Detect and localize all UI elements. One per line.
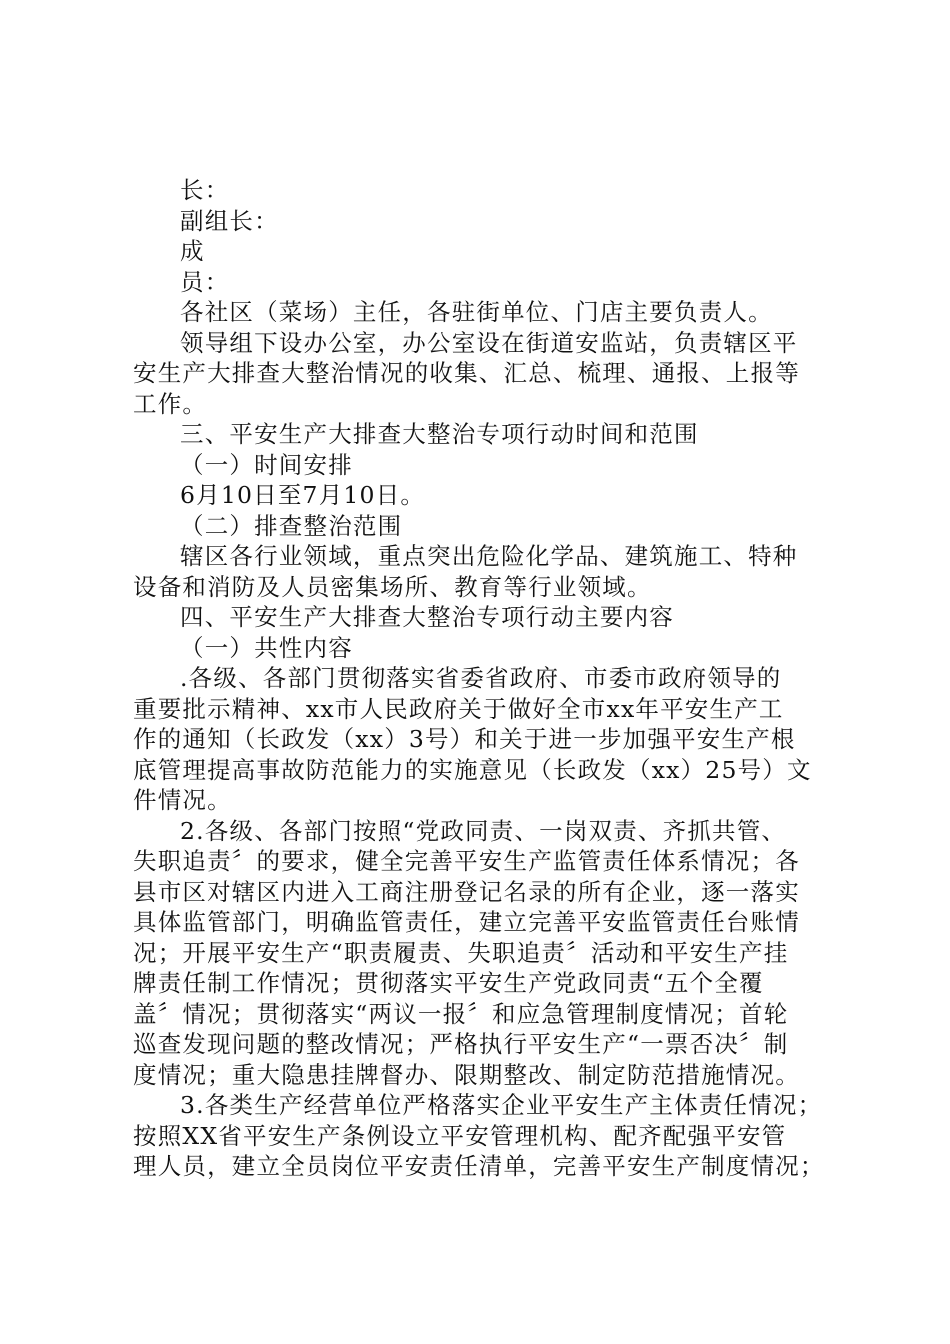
- text-line: 具体监管部门，明确监管责任，建立完善平安监管责任台账情: [133, 908, 800, 936]
- text-line: 长：: [180, 176, 230, 204]
- text-line: 件情况。: [133, 786, 232, 814]
- text-line: 员：: [180, 267, 230, 296]
- text-line: 巡查发现问题的整改情况；严格执行平安生产“一票否决〞制: [133, 1030, 789, 1058]
- text-line: 安生产大排查大整治情况的收集、汇总、梳理、通报、上报等: [133, 359, 800, 387]
- text-line: （一）时间安排: [180, 450, 353, 479]
- text-line: 失职追责〞的要求，健全完善平安生产监管责任体系情况；各: [133, 847, 800, 875]
- text-line: 3.各类生产经营单位严格落实企业平安生产主体责任情况；: [180, 1091, 823, 1119]
- text-line: 设备和消防及人员密集场所、教育等行业领域。: [133, 572, 652, 601]
- text-line: 度情况；重大隐患挂牌督办、限期整改、制定防范措施情况。: [133, 1060, 800, 1089]
- text-line: 2.各级、各部门按照“党政同责、一岗双责、齐抓共管、: [180, 816, 787, 845]
- text-line: 重要批示精神、xx市人民政府关于做好全市xx年平安生产工: [133, 694, 784, 723]
- text-line: 作的通知（长政发（xx）3号）和关于进一步加强平安生产根: [133, 725, 796, 753]
- text-line: （二）排查整治范围: [180, 511, 403, 540]
- text-line: 理人员，建立全员岗位平安责任清单，完善平安生产制度情况；: [133, 1152, 825, 1180]
- text-line: （一）共性内容: [180, 633, 353, 662]
- text-line: 况；开展平安生产“职责履责、失职追责〞活动和平安生产挂: [133, 938, 789, 967]
- text-line: 成: [180, 237, 205, 265]
- text-line: 牌责任制工作情况；贯彻落实平安生产党政同责“五个全覆: [133, 969, 764, 997]
- text-line: 底管理提高事故防范能力的实施意见（长政发（xx）25号）文: [133, 755, 812, 784]
- text-line: 领导组下设办公室，办公室设在街道安监站，负责辖区平: [180, 328, 798, 357]
- text-line: 工作。: [133, 389, 208, 418]
- text-line: 按照XX省平安生产条例设立平安管理机构、配齐配强平安管: [133, 1121, 787, 1150]
- document-body: [133, 175, 823, 1182]
- text-line: 县市区对辖区内进入工商注册登记名录的所有企业，逐一落实: [133, 877, 800, 906]
- text-line: 辖区各行业领域，重点突出危险化学品、建筑施工、特种: [180, 542, 798, 570]
- text-line: 三、平安生产大排查大整治专项行动时间和范围: [180, 420, 699, 448]
- text-line: 副组长：: [180, 206, 279, 235]
- text-line: 四、平安生产大排查大整治专项行动主要内容: [180, 603, 674, 631]
- text-line: .各级、各部门贯彻落实省委省政府、市委市政府领导的: [180, 664, 782, 692]
- text-line: 6月10日至7月10日。: [180, 481, 426, 509]
- text-line: 各社区（菜场）主任，各驻街单位、门店主要负责人。: [180, 298, 773, 326]
- text-line: 盖〞情况；贯彻落实“两议一报〞和应急管理制度情况；首轮: [133, 999, 789, 1028]
